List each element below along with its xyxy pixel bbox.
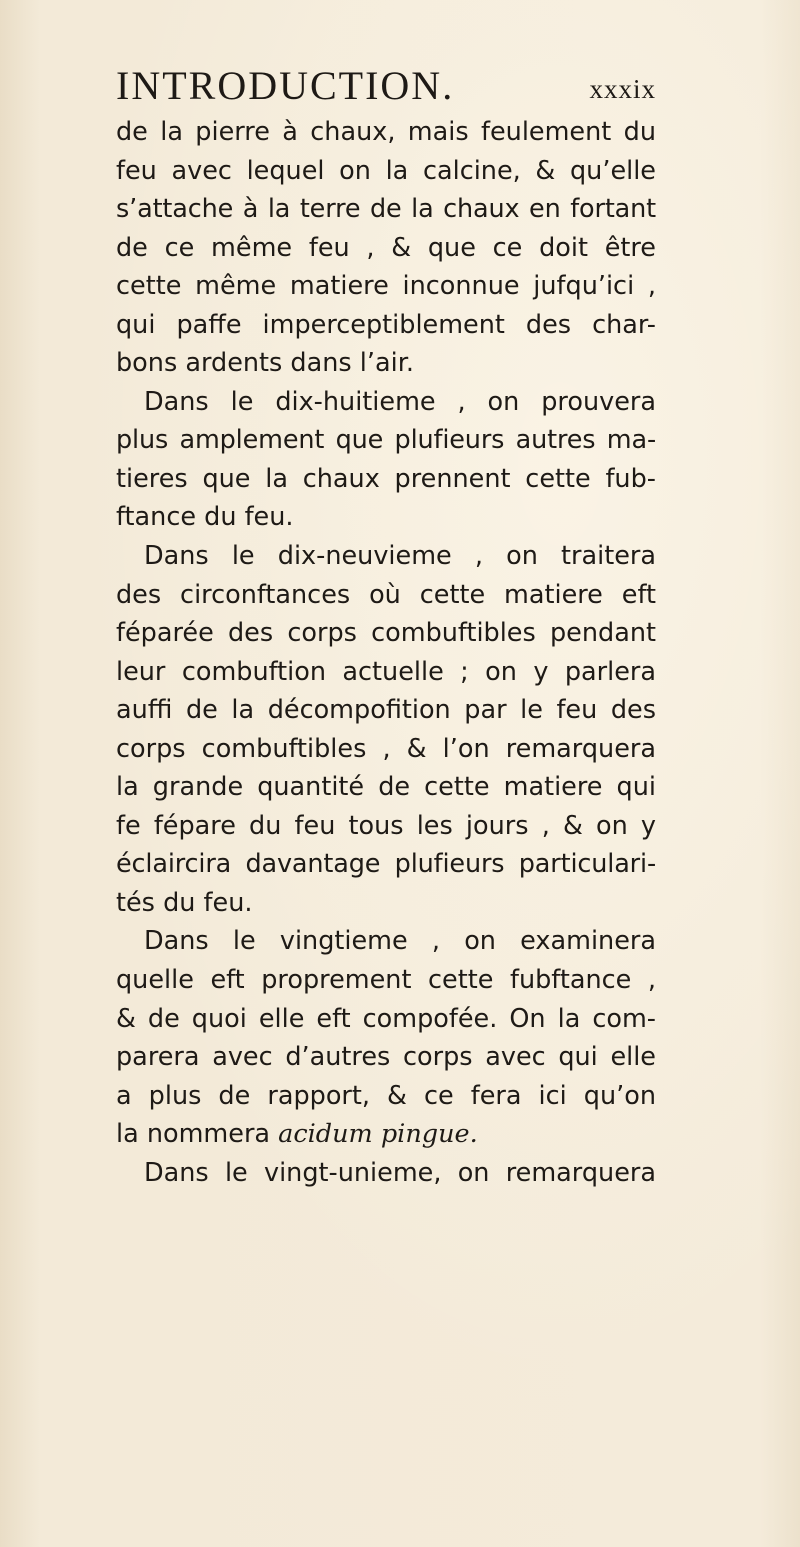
header-title: INTRODUCTION. <box>116 63 455 108</box>
text-line: qui paffe imperceptiblement des char- <box>116 309 656 340</box>
text-line: parera avec d’autres corps avec qui elle <box>116 1042 656 1073</box>
text-line: Dans le vingt-unieme, on remarquera <box>144 1157 656 1188</box>
text-line: des circonftances où cette matiere eft <box>116 579 656 610</box>
text-line: Dans le vingtieme , on examinera <box>144 926 656 957</box>
text-line: féparée des corps combuftibles pendant <box>116 618 656 649</box>
text-line: auffi de la décompofition par le feu des <box>116 695 656 726</box>
text-line: plus amplement que plufieurs autres ma- <box>116 425 656 456</box>
text-line: fe fépare du feu tous les jours , & on y <box>116 810 656 841</box>
text-line: éclaircira davantage plufieurs particulari- <box>116 849 656 880</box>
text-line: & de quoi elle eft compofée. On la com- <box>116 1003 656 1034</box>
text-line: tieres que la chaux prennent cette fub- <box>116 463 656 494</box>
text-line: de ce même feu , & que ce doit être <box>116 232 656 263</box>
text-line: Dans le dix-neuvieme , on traitera <box>144 541 656 572</box>
text-line: feu avec lequel on la calcine, & qu’elle <box>116 155 656 186</box>
latin-term: acidum pingue. <box>278 1119 478 1150</box>
text-line: tés du feu. <box>116 887 253 918</box>
text-line: corps combuftibles , & l’on remarquera <box>116 733 656 764</box>
text-line: ftance du feu. <box>116 502 294 533</box>
text-line: quelle eft proprement cette fubftance , <box>116 965 656 996</box>
text-line: a plus de rapport, & ce fera ici qu’on <box>116 1080 656 1111</box>
text-line: leur combuftion actuelle ; on y parlera <box>116 656 656 687</box>
text-line: la grande quantité de cette matiere qui <box>116 772 656 803</box>
page-number: xxxix <box>589 74 656 104</box>
text-line: bons ardents dans l’air. <box>116 348 414 379</box>
body-text <box>116 113 656 1192</box>
text-line: s’attache à la terre de la chaux en fortant <box>116 194 656 225</box>
running-header <box>116 62 656 112</box>
text-line: Dans le dix-huitieme , on prouvera <box>144 386 656 417</box>
text-line <box>116 1115 656 1154</box>
text-line-roman: la nommera <box>116 1119 279 1150</box>
text-line: cette même matiere inconnue jufqu’ici , <box>116 271 656 302</box>
text-line: de la pierre à chaux, mais feulement du <box>116 117 656 147</box>
